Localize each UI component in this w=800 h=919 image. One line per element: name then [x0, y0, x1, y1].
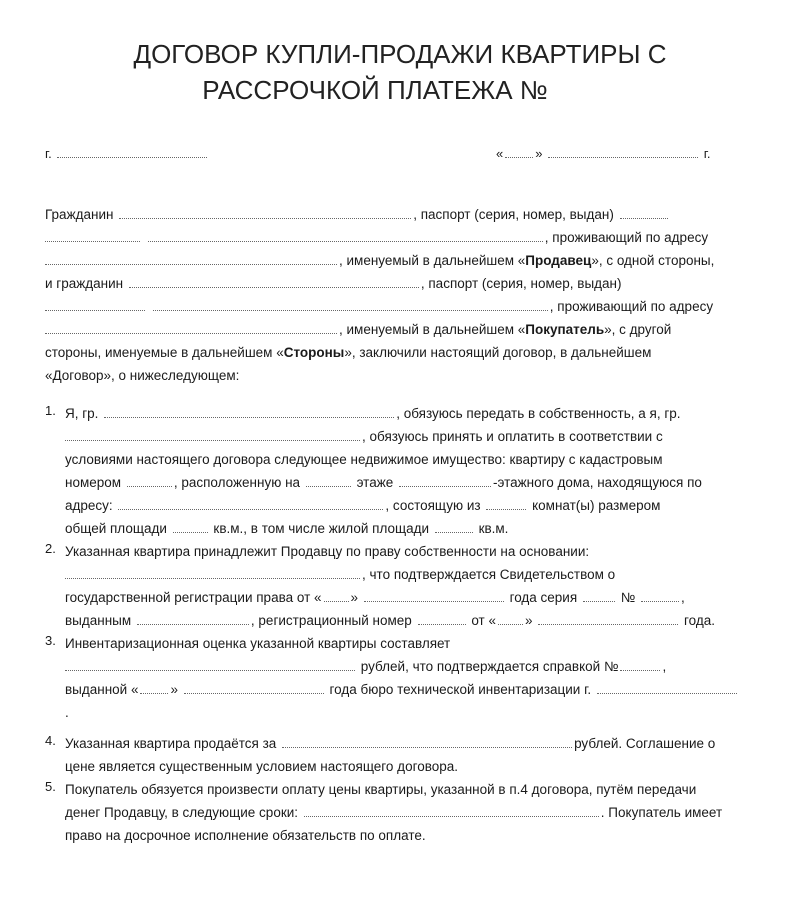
intro-line-2: , проживающий по адресу: [45, 226, 745, 249]
clause-1-line-6: общей площади кв.м., в том числе жилой площади кв.м.: [65, 521, 509, 536]
ownership-basis-blank[interactable]: [65, 566, 360, 579]
month-year-blank[interactable]: [548, 145, 698, 158]
intro-line-1: Гражданин , паспорт (серия, номер, выдан): [45, 203, 745, 226]
price-blank[interactable]: [282, 735, 572, 748]
intro-line-4: и гражданин , паспорт (серия, номер, выдан): [45, 276, 622, 291]
bti-date-blank[interactable]: [184, 681, 324, 694]
clause-1-line-1: Я, гр. , обязуюсь передать в собственность, а я, гр.: [65, 406, 681, 421]
issued-by-blank[interactable]: [137, 612, 249, 625]
cadastral-number-blank[interactable]: [127, 474, 172, 487]
cert-day-blank[interactable]: [324, 589, 349, 602]
clause-5-line-3: право на досрочное исполнение обязательств по оплате.: [65, 828, 426, 843]
rooms-count-blank[interactable]: [486, 497, 526, 510]
clause-5: 5. Покупатель обязуется произвести оплату цены квартиры, указанной в п.4 договора, путём передачи денег Продавцу, в следующие сроки: . Покупатель имеет право на досрочное исполнение обязательств по оплате.: [45, 778, 745, 847]
day-blank[interactable]: [505, 145, 533, 158]
cert-date-blank[interactable]: [364, 589, 504, 602]
buyer-address-blank[interactable]: [45, 321, 337, 334]
seller-address-blank[interactable]: [45, 252, 337, 265]
clause-3-line-3: выданной « » года бюро технической инвентаризации г.: [65, 678, 745, 701]
clause-2-line-2: , что подтверждается Свидетельством о: [65, 563, 745, 586]
clauses-list: [45, 402, 745, 847]
buyer-term: Покупатель: [525, 322, 605, 337]
clause-4-line-2: цене является существенным условием настоящего договора.: [65, 759, 459, 774]
seller-term: Продавец: [525, 253, 592, 268]
intro-line-7: стороны, именуемые в дальнейшем «Стороны», заключили настоящий договор, в дальнейшем: [45, 345, 652, 360]
clause-3-line-2: рублей, что подтверждается справкой № ,: [65, 655, 745, 678]
buyer-name-blank[interactable]: [129, 275, 419, 288]
intro-line-5: , проживающий по адресу: [45, 295, 745, 318]
clause-3: 3. Инвентаризационная оценка указанной квартиры составляет рублей, что подтверждается справкой № , выданной « » года бюро технической инвентаризации г. .: [45, 632, 745, 724]
city-prefix: г.: [45, 146, 52, 161]
spacer: [45, 724, 745, 732]
clause-2-line-3: государственной регистрации права от « » года серия № ,: [65, 590, 685, 605]
clause-4: 4. Указанная квартира продаётся за рублей. Соглашение о цене является существенным условием настоящего договора.: [45, 732, 745, 778]
city-field: [45, 145, 209, 163]
buyer-passport-blank[interactable]: [45, 298, 145, 311]
buyer-passport-blank-2[interactable]: [153, 298, 548, 311]
intro-line-3: , именуемый в дальнейшем «Продавец», с одной стороны,: [45, 249, 745, 272]
clause-5-line-2: денег Продавцу, в следующие сроки: . Покупатель имеет: [65, 805, 723, 820]
registration-number-blank[interactable]: [418, 612, 466, 625]
payment-terms-blank[interactable]: [304, 804, 599, 817]
cert-number-blank[interactable]: [641, 589, 679, 602]
clause-1-line-5: адресу: , состоящую из комнат(ы) размером: [65, 498, 661, 513]
bti-day-blank[interactable]: [140, 681, 168, 694]
clause-1: 1. Я, гр. , обязуюсь передать в собственность, а я, гр. , обязуюсь принять и оплатить в соответствии с условиями настоящего договора следующее недвижимое имущество: квартиру с кадастровым номером , расположенную на этаже -этажного дома, находящуюся по адресу: , состоящую из комнат(ы) размером общей площади кв.м., в том числе жилой площади кв.м.: [45, 402, 745, 540]
buyer-fullname-blank[interactable]: [65, 428, 360, 441]
intro-paragraph: [45, 203, 745, 387]
clause-3-line-4: .: [65, 705, 69, 720]
date-field: « » г.: [496, 146, 711, 161]
title-line-2: РАССРОЧКОЙ ПЛАТЕЖА №: [202, 75, 548, 105]
clause-2: 2. Указанная квартира принадлежит Продавцу по праву собственности на основании: , что подтверждается Свидетельством о государственной регистрации права от « » года серия № , выданным , регистрационный номер от « » года.: [45, 540, 745, 632]
reg-day-blank[interactable]: [498, 612, 523, 625]
clause-3-line-1: Инвентаризационная оценка указанной квартиры составляет: [65, 636, 451, 651]
year-suffix: г.: [703, 146, 711, 161]
floors-count-blank[interactable]: [399, 474, 491, 487]
intro-line-6: , именуемый в дальнейшем «Покупатель», с другой: [45, 318, 745, 341]
clause-1-line-4: номером , расположенную на этаже -этажного дома, находящуюся по: [65, 475, 702, 490]
valuation-amount-blank[interactable]: [65, 658, 355, 671]
clause-2-line-1: Указанная квартира принадлежит Продавцу по праву собственности на основании:: [65, 544, 590, 559]
city-blank[interactable]: [57, 145, 207, 158]
seller-name-blank[interactable]: [119, 206, 411, 219]
clause-2-line-4: выданным , регистрационный номер от « » года.: [65, 613, 716, 628]
clause-4-line-1: Указанная квартира продаётся за рублей. Соглашение о: [65, 736, 716, 751]
total-area-blank[interactable]: [173, 520, 208, 533]
seller-passport-blank[interactable]: [620, 206, 668, 219]
clause-5-line-1: Покупатель обязуется произвести оплату цены квартиры, указанной в п.4 договора, путём передачи: [65, 782, 697, 797]
seller-passport-blank-2[interactable]: [45, 229, 140, 242]
seller-passport-blank-3[interactable]: [148, 229, 543, 242]
intro-line-8: «Договор», о нижеследующем:: [45, 368, 240, 383]
cert-series-blank[interactable]: [583, 589, 615, 602]
title-line-1: ДОГОВОР КУПЛИ-ПРОДАЖИ КВАРТИРЫ С: [133, 39, 667, 69]
apartment-address-blank[interactable]: [118, 497, 383, 510]
floor-blank[interactable]: [306, 474, 351, 487]
seller-fullname-blank[interactable]: [104, 405, 394, 418]
living-area-blank[interactable]: [435, 520, 473, 533]
parties-term: Стороны: [283, 345, 345, 360]
reg-date-blank[interactable]: [538, 612, 678, 625]
clause-1-line-2: , обязуюсь принять и оплатить в соответствии с: [65, 425, 745, 448]
certificate-number-blank[interactable]: [620, 658, 660, 671]
document-title: [0, 36, 800, 108]
bti-city-blank[interactable]: [597, 681, 737, 694]
clause-1-line-3: условиями настоящего договора следующее недвижимое имущество: квартиру с кадастровым: [65, 452, 663, 467]
